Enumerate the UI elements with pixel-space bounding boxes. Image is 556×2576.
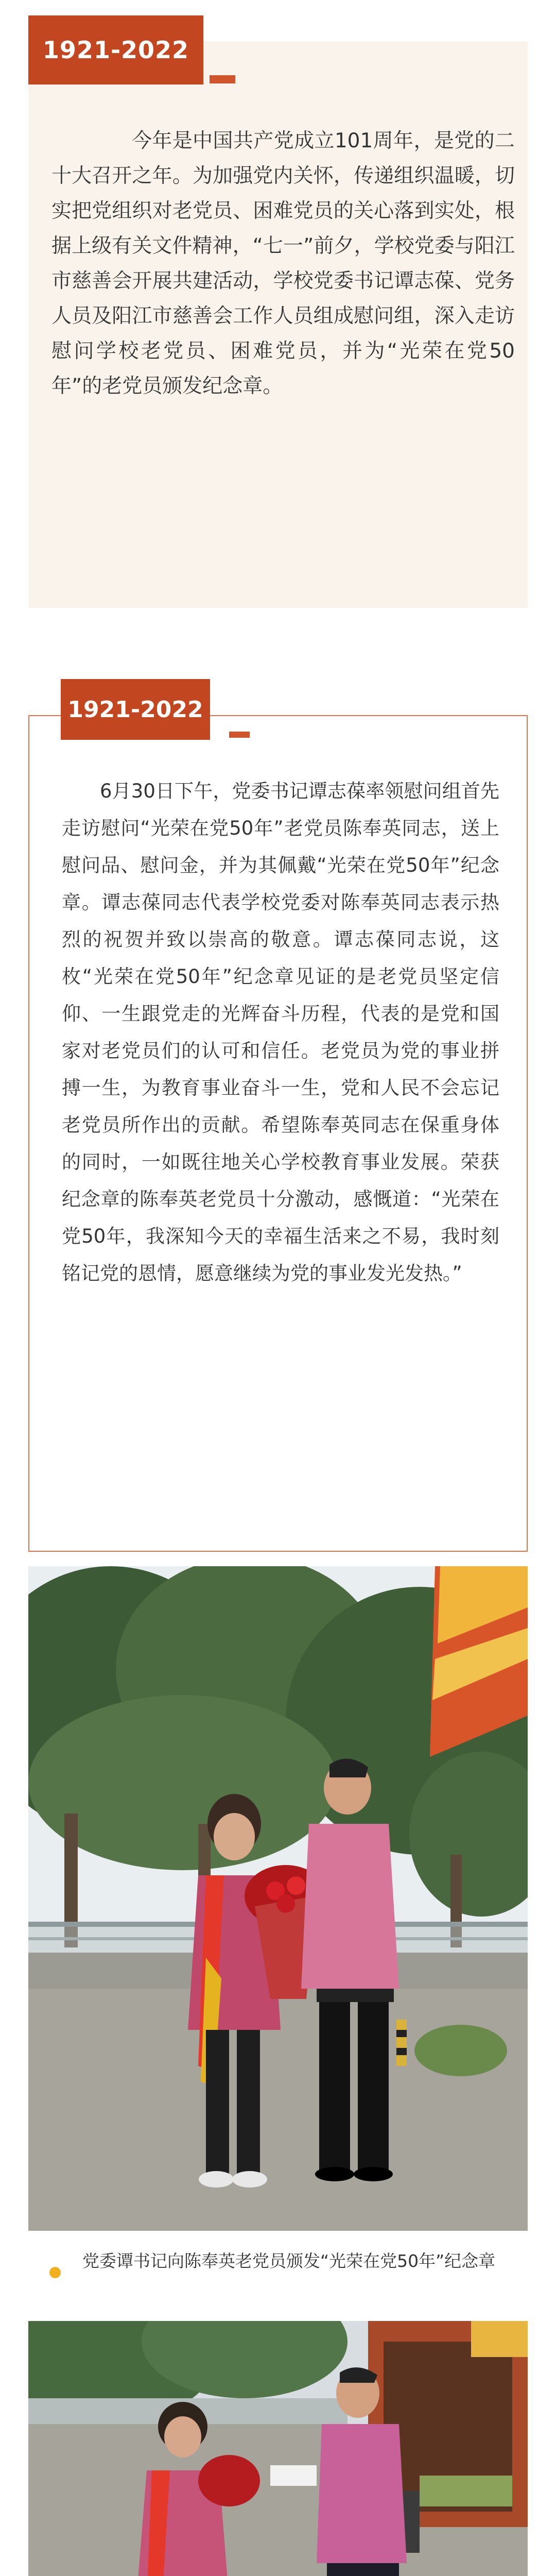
photo-consolation-money-image [28,2321,528,2576]
photo-medal-presentation [28,1566,528,2231]
caption-bullet [49,2267,61,2278]
photo-medal-presentation-image [28,1566,528,2231]
visit-paragraph: 6月30日下午，党委书记谭志葆率领慰问组首先走访慰问“光荣在党50年”老党员陈奉英同志，送上慰问品、慰问金，并为其佩戴“光荣在党50年”纪念章。谭志葆同志代表学校党委对陈奉英同志表示热烈的祝贺并致以崇高的敬意。谭志葆同志说，这枚“光荣在党50年”纪念章见证的是老党员坚定信仰、一生跟党走的光辉奋斗历程，代表的是党和国家对老党员们的认可和信任。老党员为党的事业拼搏一生，为教育事业奋斗一生，党和人民不会忘记老党员所作出的贡献。希望陈奉英同志在保重身体的同时，一如既往地关心学校教育事业发展。荣获纪念章的陈奉英老党员十分激动，感慨道：“光荣在党50年，我深知今天的幸福生活来之不易，我时刻铭记党的恩情，愿意继续为党的事业发光发热。” [62,780,499,1284]
intro-paragraph: 今年是中国共产党成立101周年，是党的二十大召开之年。为加强党内关怀，传递组织温暖，切实把党组织对老党员、困难党员的关心落到实处，根据上级有关文件精神，“七一”前夕，学校党委与阳江市慈善会开展共建活动，学校党委书记谭志葆、党务人员及阳江市慈善会工作人员组成慰问组，深入走访慰问学校老党员、困难党员，并为“光荣在党50年”的老党员颁发纪念章。 [51,129,515,398]
tag-accent-dash [210,75,235,83]
section-tag: 1921-2022 [28,15,203,84]
tag-accent-dash [229,732,250,738]
section-tag: 1921-2022 [61,679,210,740]
photo-caption: 党委谭书记向陈奉英老党员颁发“光荣在党50年”纪念章 [82,2251,496,2271]
photo-consolation-money [28,2321,528,2576]
